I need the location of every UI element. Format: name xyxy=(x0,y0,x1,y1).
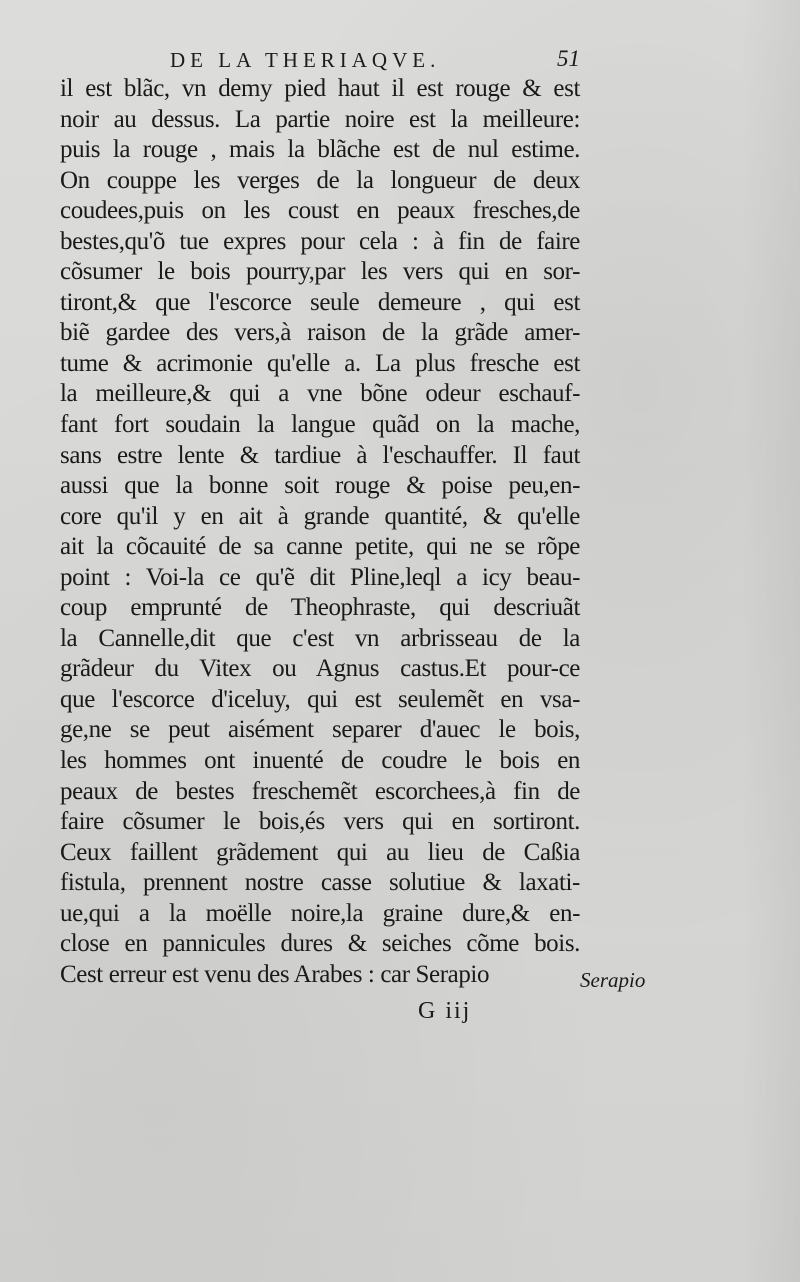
body-text xyxy=(60,74,580,990)
text-line: que l'escorce d'iceluy, qui est seulemẽt en vsa- xyxy=(60,685,580,713)
text-line: peaux de bestes freschemẽt escorchees,à fin de xyxy=(60,777,580,805)
text-line: ge,ne se peut aisément separer d'auec le bois, xyxy=(60,716,580,744)
text-line: close en pannicules dures & seiches cõme bois. xyxy=(60,930,580,958)
text-line: les hommes ont inuenté de coudre le bois en xyxy=(60,747,580,775)
signature-mark: G iij xyxy=(418,998,472,1024)
text-line: la meilleure,& qui a vne bõne odeur eschauf- xyxy=(60,380,580,408)
text-line: aussi que la bonne soit rouge & poise peu,en- xyxy=(60,472,580,500)
running-head xyxy=(60,46,580,76)
text-line: sans estre lente & tardiue à l'eschauffer. Il faut xyxy=(60,441,580,469)
text-line: faire cõsumer le bois,és vers qui en sortiront. xyxy=(60,808,580,836)
page-edge-shadow xyxy=(740,0,800,1282)
text-line: ue,qui a la moëlle noire,la graine dure,& en- xyxy=(60,899,580,927)
text-line: On couppe les verges de la longueur de deux xyxy=(60,166,580,194)
text-line: tiront,& que l'escorce seule demeure , qui est xyxy=(60,288,580,316)
text-line: puis la rouge , mais la blãche est de nul estime. xyxy=(60,136,580,164)
text-line: la Cannelle,dit que c'est vn arbrisseau de la xyxy=(60,624,580,652)
page-number: 51 xyxy=(557,46,580,71)
text-line: il est blãc, vn demy pied haut il est rouge & est xyxy=(60,75,580,102)
text-line: Cest erreur est venu des Arabes : car Serapio xyxy=(60,960,490,988)
marginal-note: Serapio xyxy=(580,968,646,992)
text-line: Ceux faillent grãdement qui au lieu de Caßia xyxy=(60,838,580,866)
text-line: noir au dessus. La partie noire est la meilleure: xyxy=(60,105,580,133)
text-line: fant fort soudain la langue quãd on la mache, xyxy=(60,411,580,439)
text-line: cõsumer le bois pourry,par les vers qui en sor- xyxy=(60,258,580,286)
text-line: coup emprunté de Theophraste, qui descriuãt xyxy=(60,594,580,622)
text-line: coudees,puis on les coust en peaux fresches,de xyxy=(60,197,580,225)
text-line: fistula, prennent nostre casse solutiue & laxati- xyxy=(60,869,580,897)
text-line: biẽ gardee des vers,à raison de la grãde amer- xyxy=(60,319,580,347)
text-line: ait la cõcauité de sa canne petite, qui ne se rõpe xyxy=(60,533,580,561)
text-line: point : Voi-la ce qu'ẽ dit Pline,leql a icy beau- xyxy=(60,563,580,591)
text-line: bestes,qu'õ tue expres pour cela : à fin de faire xyxy=(60,227,580,255)
text-line: grãdeur du Vitex ou Agnus castus.Et pour-ce xyxy=(60,655,580,683)
text-line: core qu'il y en ait à grande quantité, & qu'elle xyxy=(60,502,580,530)
running-title: DE LA THERIAQVE. xyxy=(170,48,441,72)
text-line: tume & acrimonie qu'elle a. La plus fresche est xyxy=(60,349,580,377)
